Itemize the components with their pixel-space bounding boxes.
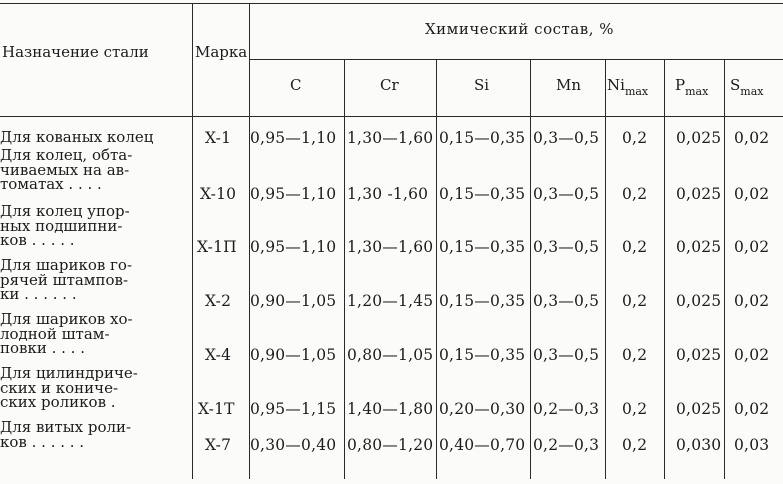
row-2-p: 0,025 — [676, 185, 722, 203]
row-4-si: 0,15—0,35 — [439, 292, 526, 310]
row-1-p: 0,025 — [676, 129, 722, 147]
row-2-c: 0,95—1,10 — [250, 185, 337, 203]
row-2-grade: X-10 — [200, 185, 237, 203]
row-5-p: 0,025 — [676, 346, 722, 364]
row-3-c: 0,95—1,10 — [250, 238, 337, 256]
row-2-ni: 0,2 — [622, 185, 648, 203]
header-purpose: Назначение стали — [2, 43, 149, 61]
row-4-cr: 1,20—1,45 — [347, 292, 434, 310]
row-1-ni: 0,2 — [622, 129, 648, 147]
row-7-si: 0,40—0,70 — [439, 436, 526, 454]
row-7-purpose: Для витых роли- ков . . . . . . — [0, 418, 132, 451]
row-1-grade: X-1 — [205, 129, 232, 147]
header-ni: $Ni_{max}$ — [607, 76, 649, 98]
row-4-purpose: Для шариков го- рячей штампов- ки . . . . . . — [0, 256, 133, 303]
header-cr: Cr — [380, 76, 399, 94]
row-6-purpose: Для цилиндриче- ских и кониче- ских роликов . — [0, 364, 138, 411]
row-4-mn: 0,3—0,5 — [533, 292, 600, 310]
row-3-cr: 1,30—1,60 — [347, 238, 434, 256]
row-5-si: 0,15—0,35 — [439, 346, 526, 364]
header-c: C — [290, 76, 302, 94]
row-6-si: 0,20—0,30 — [439, 400, 526, 418]
header-s: $S_{max}$ — [730, 76, 764, 98]
row-6-s: 0,02 — [734, 400, 770, 418]
header-grade: Марка — [195, 43, 248, 61]
row-3-grade: X-1П — [197, 238, 237, 256]
row-7-mn: 0,2—0,3 — [533, 436, 600, 454]
row-7-c: 0,30—0,40 — [250, 436, 337, 454]
col-divider-mn — [605, 59, 606, 479]
col-divider-c — [344, 59, 345, 479]
row-3-purpose: Для колец упор- ных подшипни- ков . . . . . — [0, 202, 130, 249]
col-divider-ni — [664, 59, 665, 479]
row-6-p: 0,025 — [676, 400, 722, 418]
row-7-cr: 0,80—1,20 — [347, 436, 434, 454]
row-1-mn: 0,3—0,5 — [533, 129, 600, 147]
row-3-mn: 0,3—0,5 — [533, 238, 600, 256]
header-si: Si — [474, 76, 490, 94]
row-5-purpose: Для шариков хо- лодной штам- повки . . . . — [0, 310, 133, 357]
row-3-ni: 0,2 — [622, 238, 648, 256]
row-1-s: 0,02 — [734, 129, 770, 147]
row-4-c: 0,90—1,05 — [250, 292, 337, 310]
header-bottom-rule — [0, 116, 783, 117]
col-divider-cr — [436, 59, 437, 479]
row-7-ni: 0,2 — [622, 436, 648, 454]
row-1-c: 0,95—1,10 — [250, 129, 337, 147]
row-4-grade: X-2 — [205, 292, 232, 310]
row-7-p: 0,030 — [676, 436, 722, 454]
row-6-mn: 0,2—0,3 — [533, 400, 600, 418]
row-6-c: 0,95—1,15 — [250, 400, 337, 418]
col-divider-p — [724, 59, 725, 479]
row-7-s: 0,03 — [734, 436, 770, 454]
header-p: $P_{max}$ — [675, 76, 709, 98]
row-1-si: 0,15—0,35 — [439, 129, 526, 147]
row-5-grade: X-4 — [205, 346, 232, 364]
col-divider-purpose — [192, 3, 193, 479]
row-2-s: 0,02 — [734, 185, 770, 203]
row-4-p: 0,025 — [676, 292, 722, 310]
composition-subheader-rule — [250, 59, 783, 60]
row-3-si: 0,15—0,35 — [439, 238, 526, 256]
row-6-grade: X-1T — [198, 400, 235, 418]
row-3-p: 0,025 — [676, 238, 722, 256]
row-5-cr: 0,80—1,05 — [347, 346, 434, 364]
row-2-purpose: Для колец, обта- чиваемых на ав- томатах . . . . — [0, 146, 133, 193]
row-1-cr: 1,30—1,60 — [347, 129, 434, 147]
row-3-s: 0,02 — [734, 238, 770, 256]
row-7-grade: X-7 — [205, 436, 232, 454]
row-5-ni: 0,2 — [622, 346, 648, 364]
row-1-purpose: Для кованых колец — [0, 128, 154, 146]
row-4-s: 0,02 — [734, 292, 770, 310]
header-mn: Mn — [556, 76, 582, 94]
header-composition: Химический состав, % — [425, 20, 614, 38]
row-5-mn: 0,3—0,5 — [533, 346, 600, 364]
row-2-cr: 1,30 -1,60 — [347, 185, 429, 203]
row-2-si: 0,15—0,35 — [439, 185, 526, 203]
col-divider-si — [530, 59, 531, 479]
row-6-ni: 0,2 — [622, 400, 648, 418]
top-rule — [0, 3, 783, 4]
row-5-s: 0,02 — [734, 346, 770, 364]
row-2-mn: 0,3—0,5 — [533, 185, 600, 203]
row-6-cr: 1,40—1,80 — [347, 400, 434, 418]
row-4-ni: 0,2 — [622, 292, 648, 310]
row-5-c: 0,90—1,05 — [250, 346, 337, 364]
